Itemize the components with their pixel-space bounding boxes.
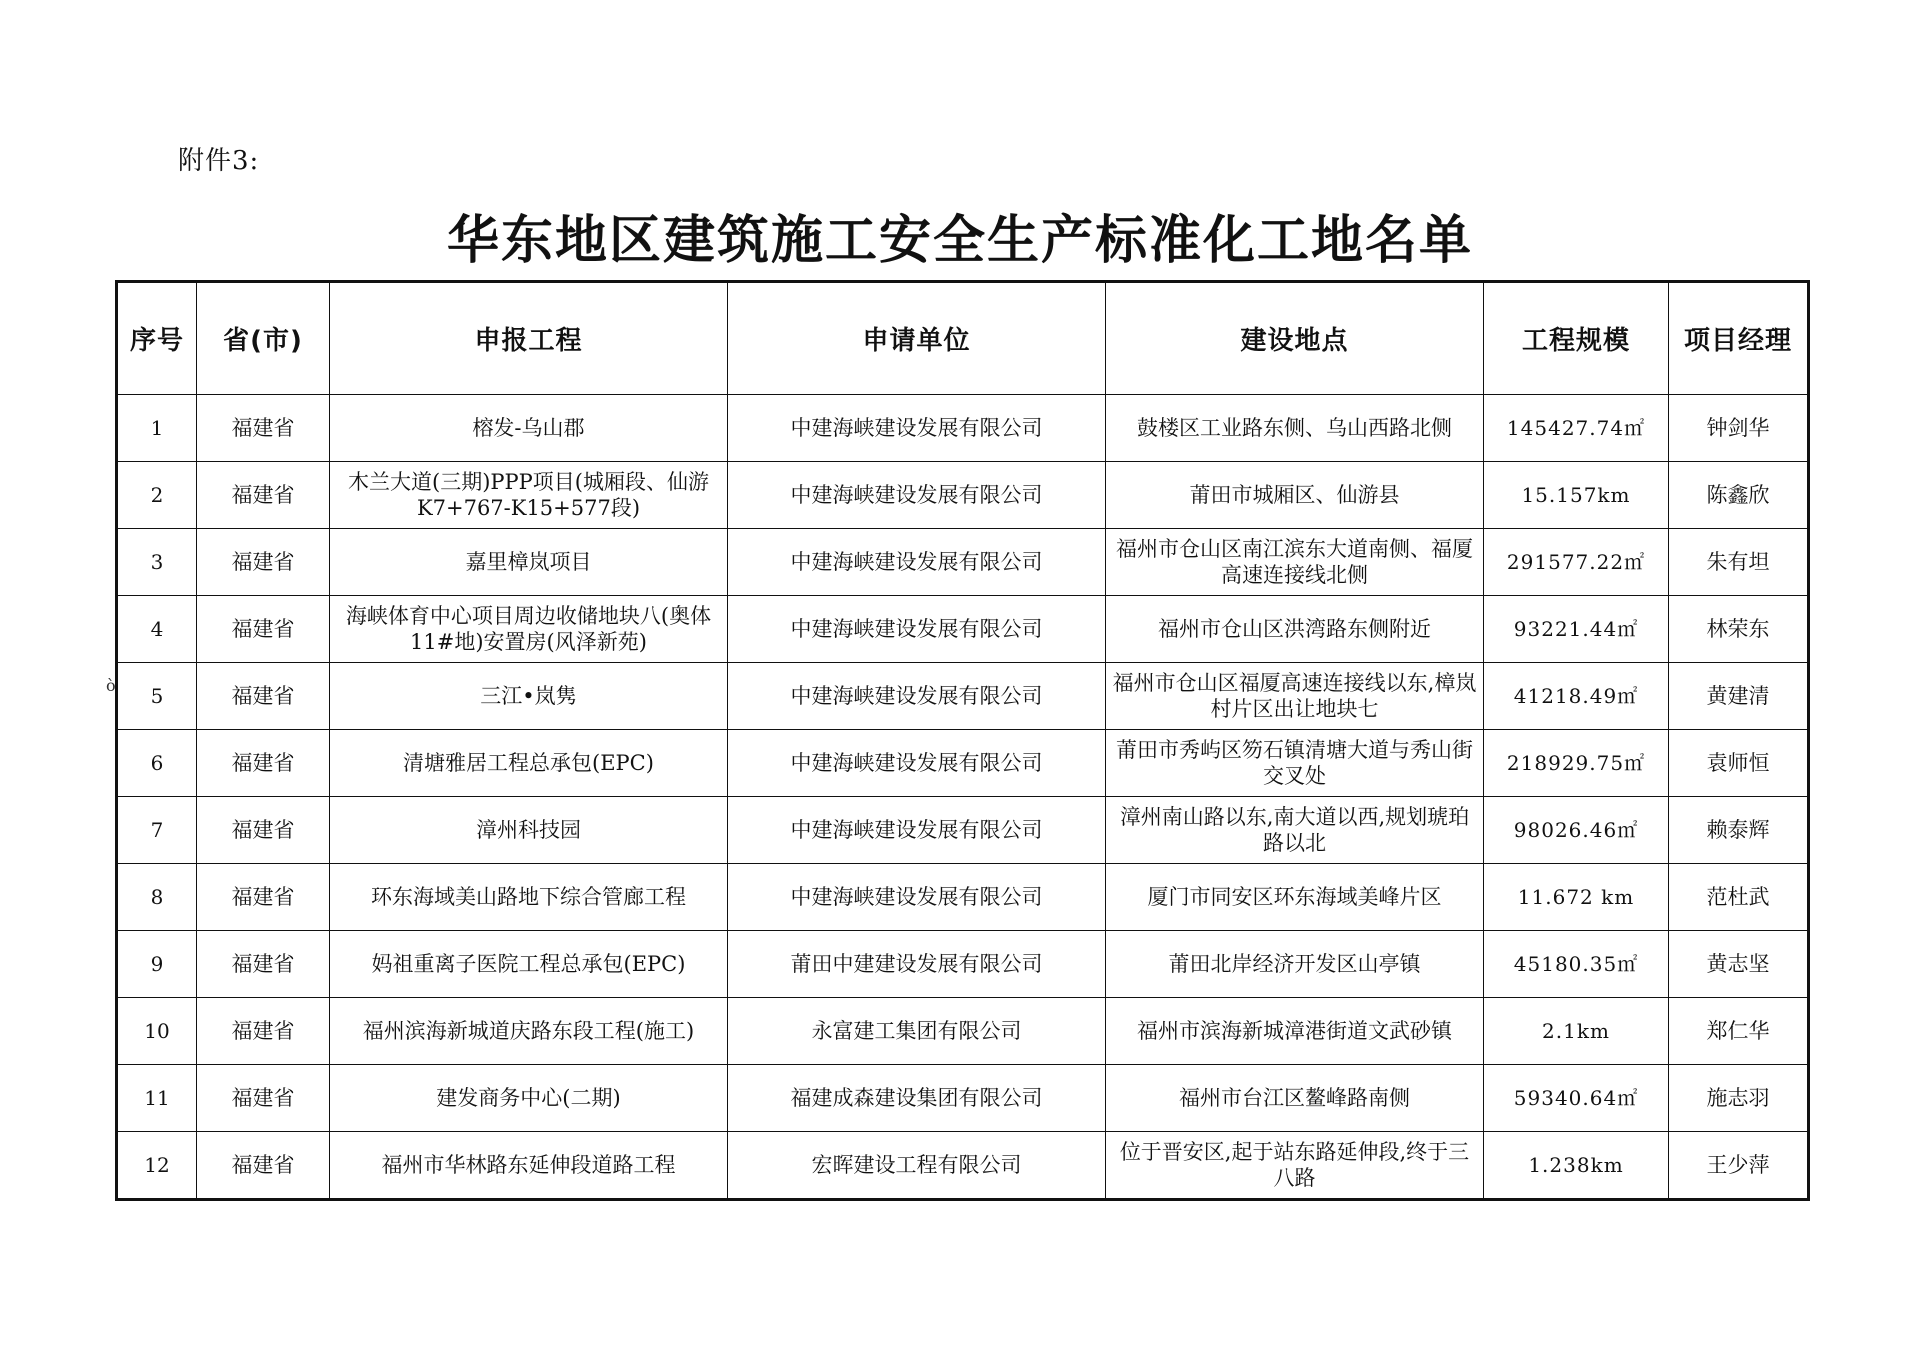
cell-manager: 林荣东: [1669, 596, 1809, 663]
cell-unit: 永富建工集团有限公司: [728, 998, 1106, 1065]
cell-project: 环东海域美山路地下综合管廊工程: [330, 864, 728, 931]
cell-unit: 宏晖建设工程有限公司: [728, 1132, 1106, 1200]
cell-location: 厦门市同安区环东海域美峰片区: [1106, 864, 1484, 931]
cell-province: 福建省: [197, 529, 330, 596]
header-province: 省(市): [197, 282, 330, 395]
margin-mark: ò: [106, 676, 116, 695]
cell-no: 1: [117, 395, 197, 462]
cell-province: 福建省: [197, 462, 330, 529]
table-row: [117, 663, 1809, 730]
cell-no: 3: [117, 529, 197, 596]
cell-scale: 291577.22㎡: [1484, 529, 1669, 596]
cell-no: 12: [117, 1132, 197, 1200]
cell-province: 福建省: [197, 663, 330, 730]
cell-province: 福建省: [197, 1132, 330, 1200]
cell-project: 清塘雅居工程总承包(EPC): [330, 730, 728, 797]
cell-location: 福州市仓山区南江滨东大道南侧、福厦高速连接线北侧: [1106, 529, 1484, 596]
cell-scale: 11.672 km: [1484, 864, 1669, 931]
cell-no: 9: [117, 931, 197, 998]
table-row: [117, 1132, 1809, 1200]
cell-province: 福建省: [197, 797, 330, 864]
cell-manager: 陈鑫欣: [1669, 462, 1809, 529]
cell-project: 海峡体育中心项目周边收储地块八(奥体11#地)安置房(风泽新苑): [330, 596, 728, 663]
cell-location: 鼓楼区工业路东侧、乌山西路北侧: [1106, 395, 1484, 462]
cell-manager: 赖泰辉: [1669, 797, 1809, 864]
cell-province: 福建省: [197, 1065, 330, 1132]
cell-manager: 朱有坦: [1669, 529, 1809, 596]
table-row: [117, 395, 1809, 462]
cell-project: 福州市华林路东延伸段道路工程: [330, 1132, 728, 1200]
cell-project: 福州滨海新城道庆路东段工程(施工): [330, 998, 728, 1065]
cell-manager: 钟剑华: [1669, 395, 1809, 462]
cell-scale: 59340.64㎡: [1484, 1065, 1669, 1132]
cell-no: 2: [117, 462, 197, 529]
cell-manager: 黄建清: [1669, 663, 1809, 730]
cell-scale: 41218.49㎡: [1484, 663, 1669, 730]
cell-no: 11: [117, 1065, 197, 1132]
table-row: [117, 596, 1809, 663]
cell-project: 榕发-乌山郡: [330, 395, 728, 462]
cell-location: 莆田北岸经济开发区山亭镇: [1106, 931, 1484, 998]
cell-province: 福建省: [197, 730, 330, 797]
cell-location: 福州市仓山区福厦高速连接线以东,樟岚村片区出让地块七: [1106, 663, 1484, 730]
cell-project: 木兰大道(三期)PPP项目(城厢段、仙游K7+767-K15+577段): [330, 462, 728, 529]
cell-scale: 145427.74㎡: [1484, 395, 1669, 462]
header-no: 序号: [117, 282, 197, 395]
cell-unit: 中建海峡建设发展有限公司: [728, 462, 1106, 529]
attachment-label: 附件3:: [178, 146, 260, 176]
cell-scale: 98026.46㎡: [1484, 797, 1669, 864]
cell-unit: 莆田中建建设发展有限公司: [728, 931, 1106, 998]
cell-project: 嘉里樟岚项目: [330, 529, 728, 596]
cell-scale: 15.157km: [1484, 462, 1669, 529]
table-row: [117, 998, 1809, 1065]
table-header-row: [117, 282, 1809, 395]
header-manager: 项目经理: [1669, 282, 1809, 395]
cell-unit: 中建海峡建设发展有限公司: [728, 663, 1106, 730]
cell-no: 4: [117, 596, 197, 663]
cell-scale: 1.238km: [1484, 1132, 1669, 1200]
table-row: [117, 529, 1809, 596]
cell-province: 福建省: [197, 998, 330, 1065]
cell-no: 10: [117, 998, 197, 1065]
table-row: [117, 1065, 1809, 1132]
cell-project: 建发商务中心(二期): [330, 1065, 728, 1132]
cell-unit: 中建海峡建设发展有限公司: [728, 730, 1106, 797]
cell-province: 福建省: [197, 395, 330, 462]
table-row: [117, 864, 1809, 931]
site-roster-table: [115, 280, 1810, 1201]
cell-location: 福州市仓山区洪湾路东侧附近: [1106, 596, 1484, 663]
cell-location: 漳州南山路以东,南大道以西,规划琥珀路以北: [1106, 797, 1484, 864]
cell-location: 莆田市秀屿区笏石镇清塘大道与秀山街交叉处: [1106, 730, 1484, 797]
cell-no: 6: [117, 730, 197, 797]
header-location: 建设地点: [1106, 282, 1484, 395]
cell-manager: 袁师恒: [1669, 730, 1809, 797]
cell-unit: 中建海峡建设发展有限公司: [728, 596, 1106, 663]
cell-no: 5: [117, 663, 197, 730]
cell-manager: 郑仁华: [1669, 998, 1809, 1065]
cell-project: 漳州科技园: [330, 797, 728, 864]
header-unit: 申请单位: [728, 282, 1106, 395]
cell-unit: 中建海峡建设发展有限公司: [728, 395, 1106, 462]
table-row: [117, 797, 1809, 864]
cell-province: 福建省: [197, 596, 330, 663]
header-scale: 工程规模: [1484, 282, 1669, 395]
cell-project: 妈祖重离子医院工程总承包(EPC): [330, 931, 728, 998]
cell-scale: 218929.75㎡: [1484, 730, 1669, 797]
cell-unit: 中建海峡建设发展有限公司: [728, 864, 1106, 931]
cell-unit: 福建成森建设集团有限公司: [728, 1065, 1106, 1132]
cell-province: 福建省: [197, 931, 330, 998]
document-title: 华东地区建筑施工安全生产标准化工地名单: [446, 211, 1473, 271]
header-project: 申报工程: [330, 282, 728, 395]
cell-scale: 2.1km: [1484, 998, 1669, 1065]
cell-project: 三江•岚隽: [330, 663, 728, 730]
cell-unit: 中建海峡建设发展有限公司: [728, 797, 1106, 864]
cell-location: 位于晋安区,起于站东路延伸段,终于三八路: [1106, 1132, 1484, 1200]
cell-no: 8: [117, 864, 197, 931]
cell-manager: 范杜武: [1669, 864, 1809, 931]
table-row: [117, 730, 1809, 797]
table-row: [117, 462, 1809, 529]
cell-manager: 施志羽: [1669, 1065, 1809, 1132]
cell-province: 福建省: [197, 864, 330, 931]
cell-location: 福州市滨海新城漳港街道文武砂镇: [1106, 998, 1484, 1065]
cell-scale: 93221.44㎡: [1484, 596, 1669, 663]
cell-location: 福州市台江区鳌峰路南侧: [1106, 1065, 1484, 1132]
cell-unit: 中建海峡建设发展有限公司: [728, 529, 1106, 596]
cell-scale: 45180.35㎡: [1484, 931, 1669, 998]
table-row: [117, 931, 1809, 998]
cell-manager: 王少萍: [1669, 1132, 1809, 1200]
cell-no: 7: [117, 797, 197, 864]
cell-manager: 黄志坚: [1669, 931, 1809, 998]
cell-location: 莆田市城厢区、仙游县: [1106, 462, 1484, 529]
